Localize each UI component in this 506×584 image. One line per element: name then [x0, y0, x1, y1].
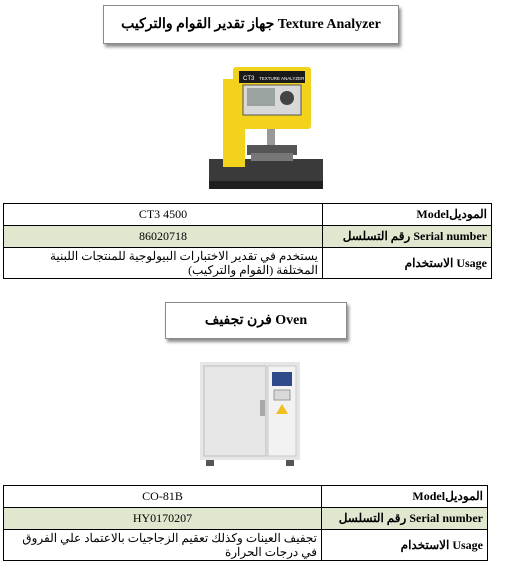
table-row: [4, 204, 492, 226]
oven-control-panel: [272, 372, 292, 386]
model-label: Modelالموديل: [323, 204, 492, 226]
table-row: [4, 486, 488, 508]
spec-table-oven: [3, 485, 488, 561]
model-label: Modelالموديل: [322, 486, 488, 508]
oven-photo: [190, 360, 315, 470]
model-value: CT3 4500: [4, 204, 323, 226]
table-row: [4, 508, 488, 530]
table-row: [4, 226, 492, 248]
usage-label: الاستخدام Usage: [323, 248, 492, 279]
spec-table-texture-analyzer: [3, 203, 492, 279]
serial-value: HY0170207: [4, 508, 322, 530]
analyzer-brand-label: CT3: [243, 76, 255, 82]
texture-analyzer-photo: [203, 63, 329, 195]
serial-label: رقم التسلسل Serial number: [323, 226, 492, 248]
section-title-oven: [165, 302, 347, 339]
section-title-texture-analyzer: [103, 5, 399, 44]
model-value: CO-81B: [4, 486, 322, 508]
section-title-text: جهاز تقدير القوام والتركيب Texture Analyzer: [121, 17, 381, 32]
serial-label: رقم التسلسل Serial number: [322, 508, 488, 530]
analyzer-device-label: TEXTURE ANALYZER: [259, 76, 305, 81]
table-row: [4, 530, 488, 561]
usage-value: تجفيف العينات وكذلك تعقيم الزجاجيات بالاعتماد علي الفروق في درجات الحرارة: [4, 530, 322, 561]
usage-value: يستخدم في تقدير الاختبارات البيولوجية للمنتجات اللبنية المختلفة (القوام والتركيب): [4, 248, 323, 279]
table-row: [4, 248, 492, 279]
usage-label: الاستخدام Usage: [322, 530, 488, 561]
serial-value: 86020718: [4, 226, 323, 248]
section-title-text: فرن تجفيف Oven: [204, 313, 308, 328]
